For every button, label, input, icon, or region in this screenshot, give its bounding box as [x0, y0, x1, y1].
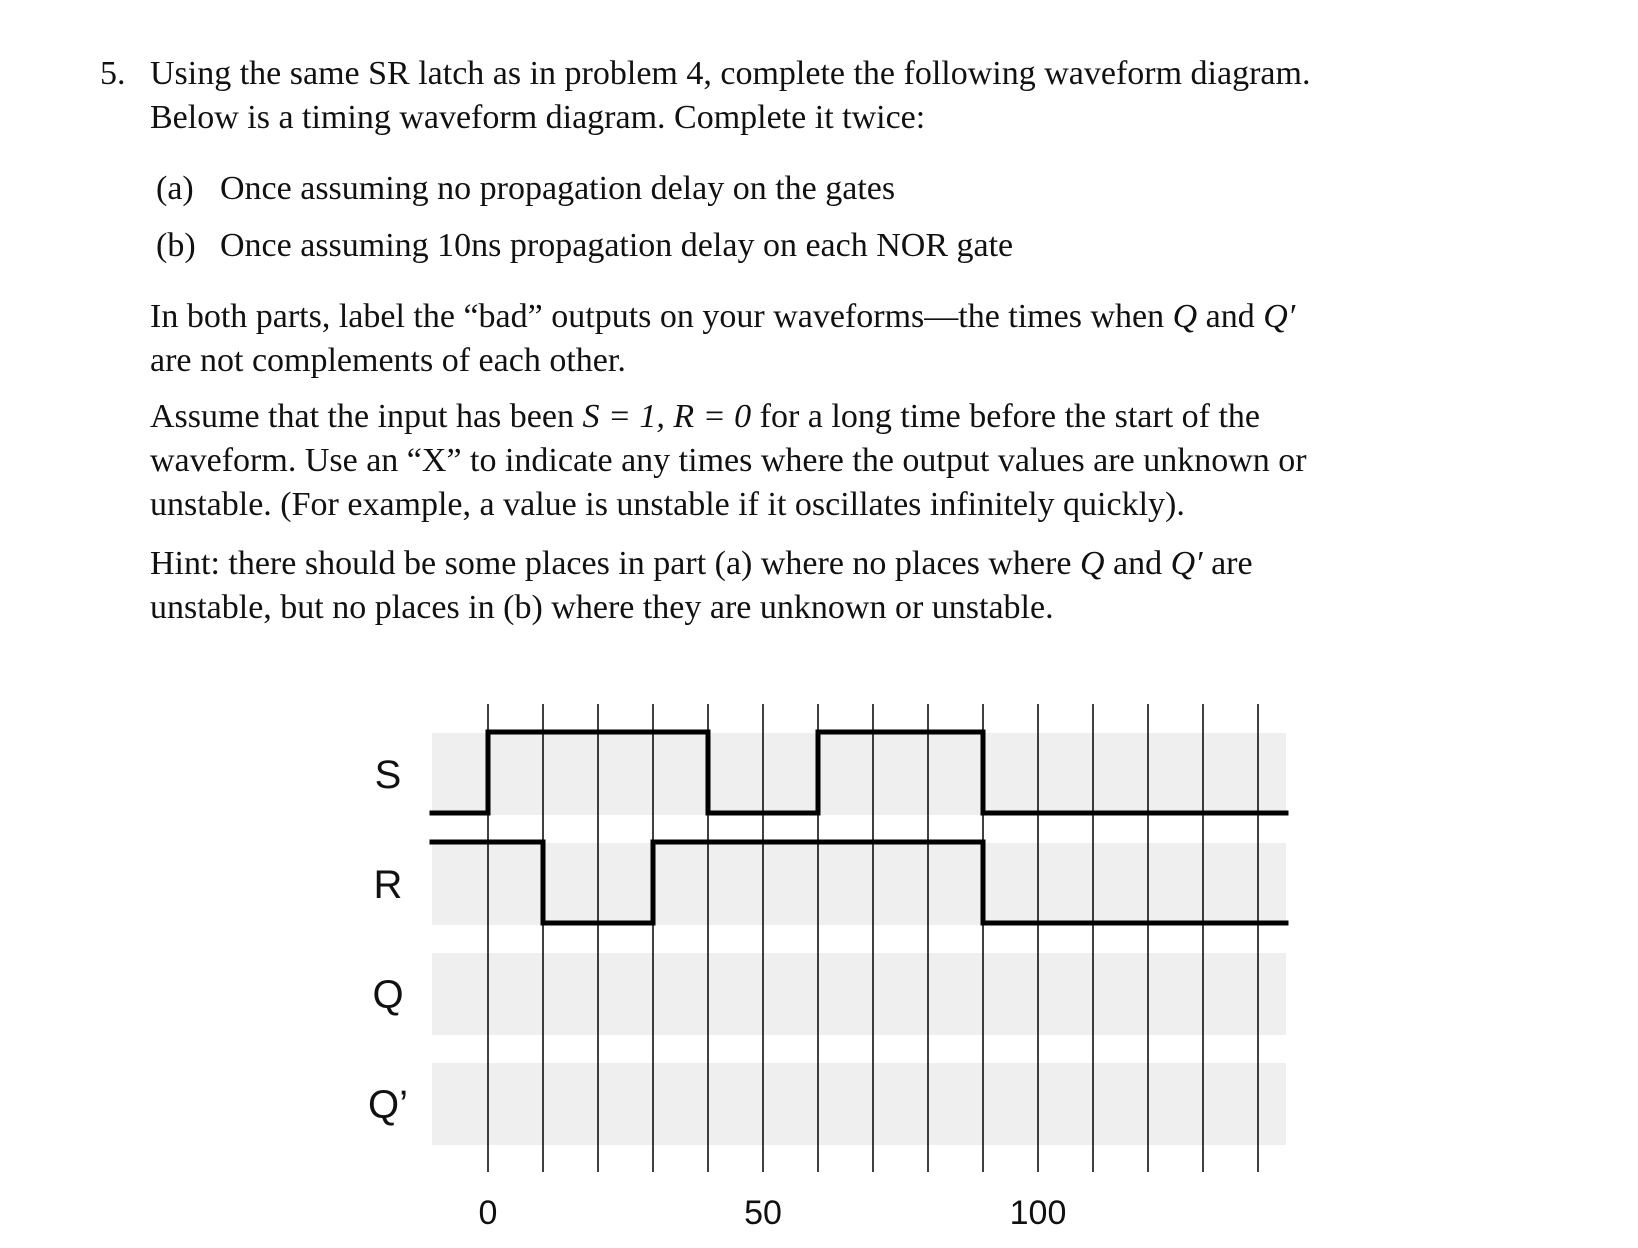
signal-label-1: S — [374, 753, 402, 797]
signal-labels — [368, 753, 408, 1127]
para1-line-2: are not complements of each other. — [150, 342, 626, 379]
para2-line-3: unstable. (For example, a value is unstable if it oscillates infinitely quickly). — [150, 486, 1185, 523]
problem-number: 5. — [100, 55, 126, 92]
hint-line-1: Hint: there should be some places in part (a) where no places where Q and Q′ are — [150, 545, 1253, 582]
signal-label-2: R — [373, 863, 403, 907]
part-a-label: (a) — [156, 170, 194, 207]
signal-label-3: Q — [372, 973, 404, 1017]
tick-label-100: 100 — [1009, 1194, 1067, 1232]
lane-1 — [432, 733, 1286, 815]
hint-line-2: unstable, but no places in (b) where they are unknown or unstable. — [150, 589, 1054, 626]
var-q: Q — [1172, 298, 1198, 335]
lane-4 — [432, 1063, 1286, 1145]
tick-label-50: 50 — [744, 1194, 782, 1232]
signal-lanes — [432, 733, 1286, 1145]
time-tick-labels — [479, 1194, 1067, 1232]
var-q-prime: Q′ — [1263, 298, 1296, 335]
part-b-label: (b) — [156, 227, 196, 264]
part-a-text: Once assuming no propagation delay on the gates — [220, 170, 896, 207]
para1-line-1: In both parts, label the “bad” outputs on your waveforms—the times when Q and Q′ — [150, 298, 1296, 335]
para2-line-1: Assume that the input has been S = 1, R = 0 for a long time before the start of the — [150, 398, 1261, 435]
part-b-text: Once assuming 10ns propagation delay on each NOR gate — [220, 227, 1014, 264]
tick-label-0: 0 — [478, 1194, 498, 1232]
s-r-equation: S = 1, R = 0 — [582, 398, 752, 435]
lane-3 — [432, 953, 1286, 1035]
signal-label-4: Q’ — [368, 1083, 408, 1127]
intro-line-1: Using the same SR latch as in problem 4, complete the following waveform diagram. — [150, 55, 1311, 92]
para2-line-2: waveform. Use an “X” to indicate any times where the output values are unknown or — [150, 442, 1307, 479]
lane-2 — [432, 843, 1286, 925]
intro-line-2: Below is a timing waveform diagram. Complete it twice: — [150, 99, 926, 136]
